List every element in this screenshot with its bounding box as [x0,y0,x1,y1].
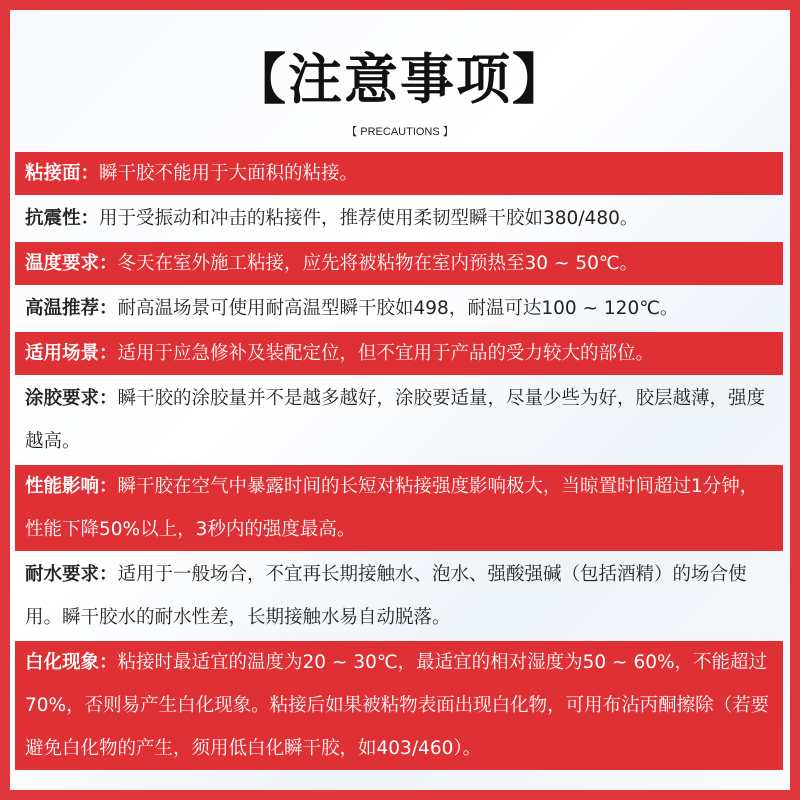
precaution-text: 冬天在室外施工粘接，应先将被粘物在室内预热至30 ~ 50℃。 [117,253,639,274]
precaution-label: 涂胶要求： [25,388,118,409]
precaution-item [15,641,783,770]
precaution-label: 粘接面： [25,163,100,184]
page-title [228,48,572,112]
precaution-item [15,332,783,375]
precaution-label: 适用场景： [25,343,118,364]
precaution-item [15,465,783,551]
page-title-text: 【注意事项】 [232,48,568,111]
precaution-label: 白化现象： [25,652,118,673]
precaution-item [15,377,783,463]
precaution-label: 高温推荐： [25,298,118,319]
precaution-item [15,553,783,639]
page-subtitle: 【 PRECAUTIONS 】 [346,126,454,138]
precaution-text: 耐高温场景可使用耐高温型瞬干胶如498，耐温可达100 ~ 120℃。 [117,298,679,319]
precaution-item [15,197,783,240]
precaution-label: 抗震性： [25,208,100,229]
precaution-text: 适用于一般场合，不宜再长期接触水、泡水、强酸强碱（包括酒精）的场合使用。瞬干胶水的耐水性差，长期接触水易自动脱落。 [25,564,747,628]
precautions-list [15,152,783,772]
precaution-label: 耐水要求： [25,564,118,585]
precaution-label: 性能影响： [25,476,118,497]
precaution-text: 瞬干胶的涂胶量并不是越多越好，涂胶要适量，尽量少些为好，胶层越薄，强度越高。 [25,388,766,452]
precaution-text: 用于受振动和冲击的粘接件，推荐使用柔韧型瞬干胶如380/480。 [99,208,639,229]
precaution-text: 粘接时最适宜的温度为20 ~ 30℃，最适宜的相对湿度为50 ~ 60%，不能超过70%，否则易产生白化现象。粘接后如果被粘物表面出现白化物，可用布沾丙酮擦除（若要避免白化物的产生，须用低白化瞬干胶，如403/460）。 [25,652,770,759]
precaution-item [15,152,783,195]
precaution-label: 温度要求： [25,253,118,274]
title-area [0,48,800,112]
precaution-text: 适用于应急修补及装配定位，但不宜用于产品的受力较大的部位。 [117,343,655,364]
precaution-item [15,287,783,330]
precaution-text: 瞬干胶在空气中暴露时间的长短对粘接强度影响极大，当晾置时间超过1分钟，性能下降50%以上，3秒内的强度最高。 [25,476,759,540]
precaution-text: 瞬干胶不能用于大面积的粘接。 [99,163,359,184]
precaution-item [15,242,783,285]
